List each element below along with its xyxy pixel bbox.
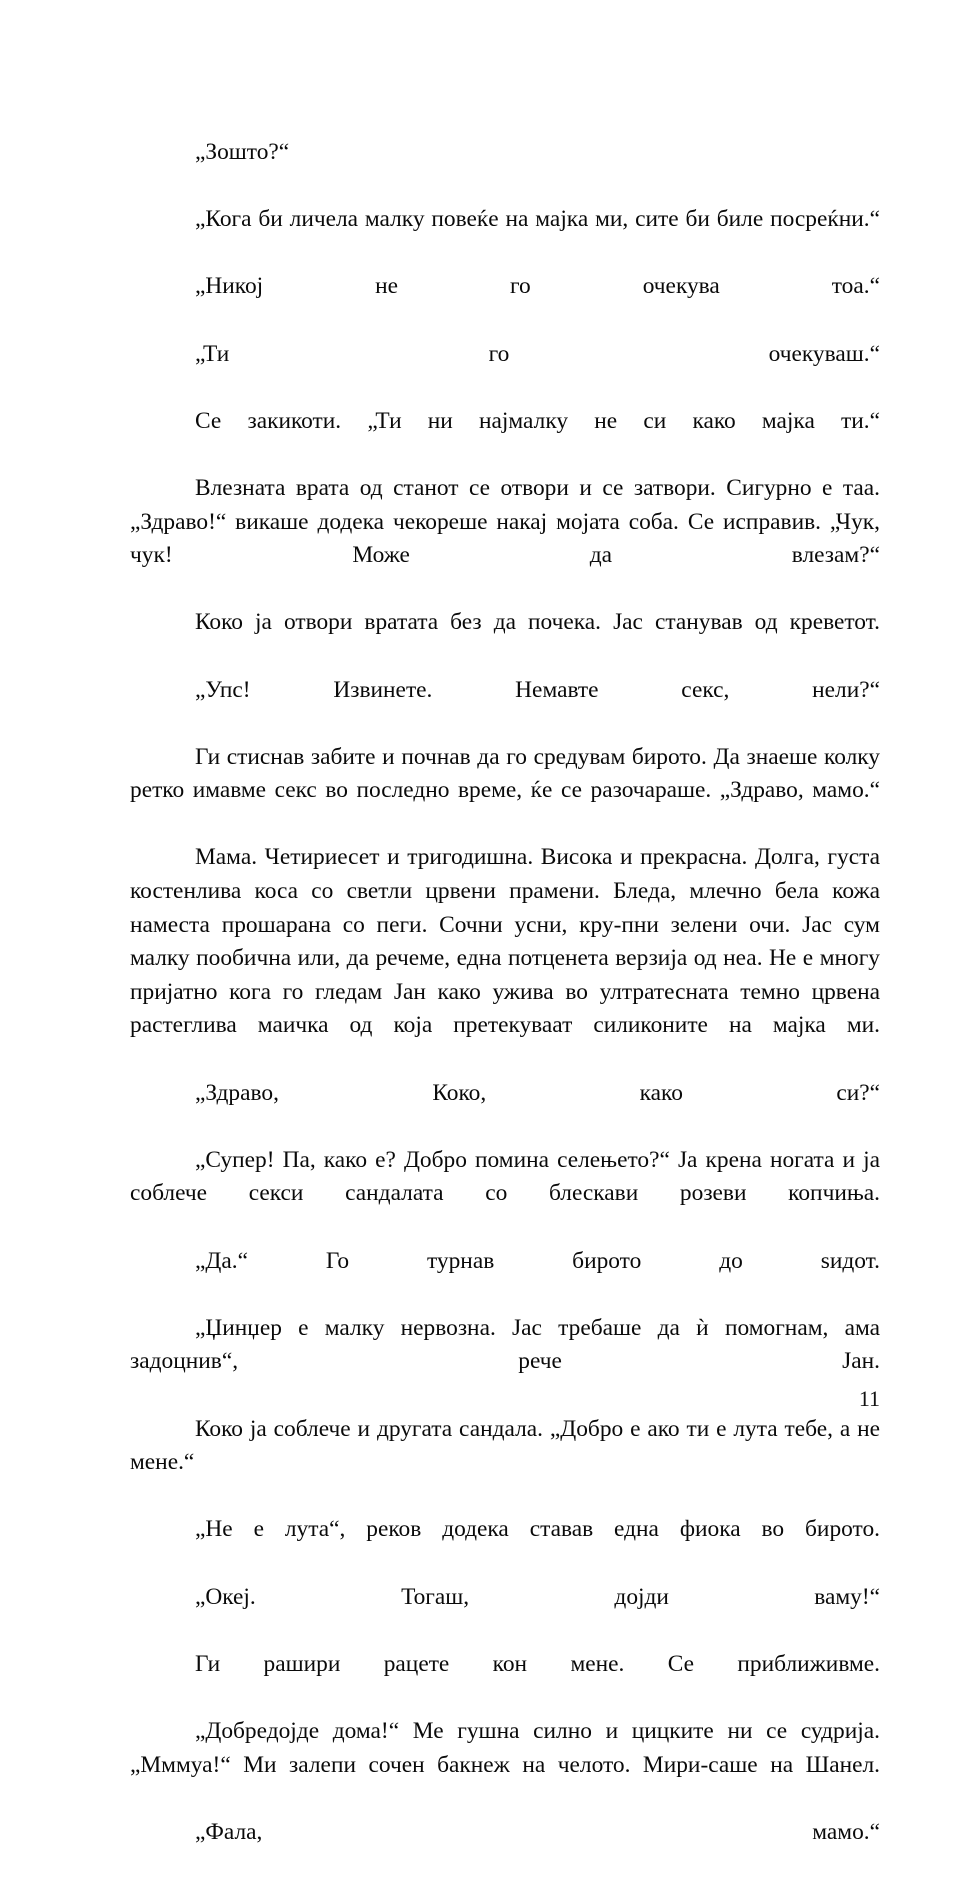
body-paragraph: Ги стиснав забите и почнав да го средувам бирото. Да знаеше колку ретко имавме секс во последно време, ќе се разочараше. „Здраво, мамо.“ (130, 743, 880, 804)
body-paragraph: Мама. Четириесет и тригодишна. Висока и прекрасна. Долга, густа костенлива коса со светли црвени прамени. Бледа, млечно бела кожа наместа прошарана со пеги. Сочни усни, кру-пни зелени очи. Јас сум малку пообична или, да речеме, една потценета верзија од неа. Не е многу пријатно кога го гледам Јан како ужива во ултратесната темно црвена растеглива маичка од која претекуваат силиконите на мајка ми. (130, 844, 880, 1039)
body-paragraph: „Џинџер е малку нервозна. Јас требаше да ѝ помогнам, ама задоцнив“, рече Јан. (130, 1314, 880, 1375)
body-paragraph: „Упс! Извинете. Немавте секс, нели?“ (195, 676, 880, 703)
body-paragraph: Се закикоти. „Ти ни најмалку не си како мајка ти.“ (195, 407, 880, 434)
body-paragraph: „Никој не го очекува тоа.“ (195, 273, 880, 300)
body-paragraph: Влезната врата од станот се отвори и се затвори. Сигурно е таа. „Здраво!“ викаше додека чекореше накај мојата соба. Се исправив. „Чук, чук! Може да влезам?“ (130, 474, 880, 569)
body-paragraph: „Супер! Па, како е? Добро помина селењето?“ Ја крена ногата и ја соблече секси сандалата со блескави розеви копчиња. (130, 1146, 880, 1207)
body-paragraph: „Да.“ Го турнав бирото до ѕидот. (195, 1247, 880, 1274)
body-paragraph: „Кога би личела малку повеќе на мајка ми, сите би биле посреќни.“ (195, 206, 880, 233)
page-number: 11 (858, 1386, 880, 1411)
body-paragraph: „Не е лута“, реков додека ставав една фиока во бирото. (195, 1516, 880, 1543)
body-paragraph: „Зошто?“ (195, 139, 290, 165)
page-body-text (130, 136, 880, 1883)
body-paragraph: Коко ја отвори вратата без да почека. Јас станував од креветот. (195, 609, 880, 636)
body-paragraph: „Ти го очекуваш.“ (195, 340, 880, 367)
body-paragraph: Коко ја соблече и другата сандала. „Добро е ако ти е лута тебе, а не мене.“ (130, 1415, 880, 1476)
body-paragraph: „Океј. Тогаш, дојди ваму!“ (195, 1583, 880, 1610)
body-paragraph: „Фала, мамо.“ (195, 1818, 880, 1845)
body-paragraph: Ги рашири рацете кон мене. Се приближивме. (195, 1650, 880, 1677)
body-paragraph: „Добредојде дома!“ Ме гушна силно и цицките ни се судрија. „Мммуа!“ Ми залепи сочен бакнеж на челото. Мири-саше на Шанел. (130, 1717, 880, 1778)
body-paragraph: „Здраво, Коко, како си?“ (195, 1079, 880, 1106)
